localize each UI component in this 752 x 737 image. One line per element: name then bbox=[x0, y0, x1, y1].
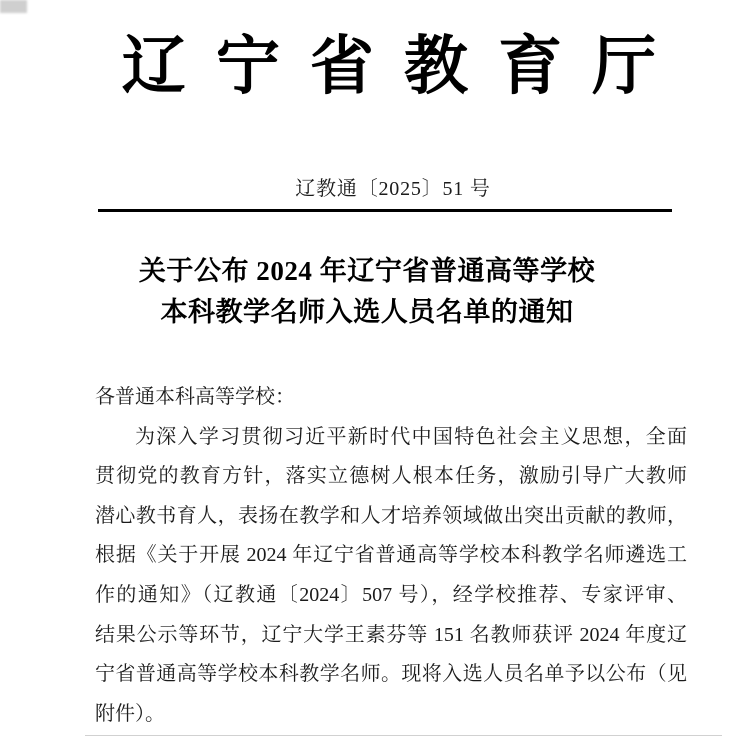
body-line: 根据《关于开展 2024 年辽宁省普通高等学校本科教学名师遴选工 bbox=[95, 544, 687, 567]
body-line: 结果公示等环节，辽宁大学王素芬等 151 名教师获评 2024 年度辽 bbox=[95, 623, 687, 646]
scan-artifact-corner bbox=[0, 0, 27, 13]
separator-rule bbox=[98, 209, 672, 212]
doc-title bbox=[0, 251, 752, 333]
body-line: 作的通知》（辽教通〔2024〕507 号），经学校推荐、专家评审、 bbox=[95, 583, 687, 606]
title-line-1: 关于公布 2024 年辽宁省普通高等学校 bbox=[138, 256, 596, 286]
body-line: 为深入学习贯彻习近平新时代中国特色社会主义思想，全面 bbox=[135, 425, 687, 448]
body-line: 附件）。 bbox=[95, 702, 165, 725]
body-line: 潜心教书育人，表扬在教学和人才培养领域做出突出贡献的教师， bbox=[95, 504, 687, 527]
salutation: 各普通本科高等学校： bbox=[95, 386, 295, 408]
agency-header: 辽宁省教育厅 bbox=[121, 31, 687, 102]
body-line: 贯彻党的教育方针，落实立德树人根本任务，激励引导广大教师 bbox=[95, 465, 687, 488]
scan-artifact-bottom-edge bbox=[85, 735, 722, 736]
title-line-2: 本科教学名师入选人员名单的通知 bbox=[160, 297, 574, 327]
document-body bbox=[95, 378, 687, 734]
body-line: 宁省普通高等学校本科教学名师。现将入选人员名单予以公布（见 bbox=[95, 663, 687, 686]
doc-number: 辽教通〔2025〕51 号 bbox=[295, 178, 491, 200]
